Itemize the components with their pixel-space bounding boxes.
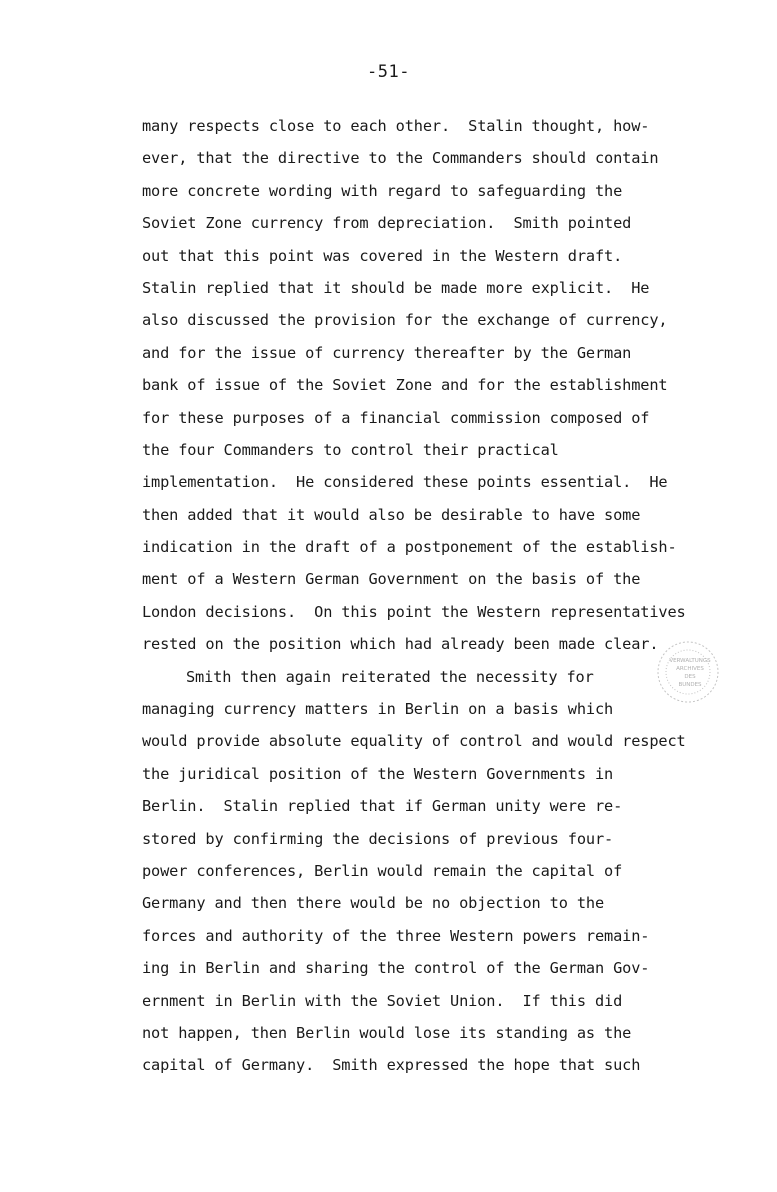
stamp-line: DES	[684, 674, 696, 680]
text-line: many respects close to each other. Stalin thought, how-	[142, 117, 650, 135]
text-line: ernment in Berlin with the Soviet Union. If this did	[142, 991, 623, 1010]
text-line: out that this point was covered in the Western draft.	[142, 246, 623, 265]
stamp-line: BUNDES	[678, 682, 702, 688]
text-line: would provide absolute equality of control and would respect	[142, 732, 686, 751]
stamp-line: ARCHIVES	[676, 666, 704, 672]
text-line: ment of a Western German Government on the basis of the	[142, 570, 641, 589]
text-line: Stalin replied that it should be made more explicit. He	[142, 278, 650, 297]
text-line: for these purposes of a financial commission composed of	[142, 408, 650, 427]
text-line: Germany and then there would be no objection to the	[142, 894, 605, 913]
text-line: also discussed the provision for the exchange of currency,	[142, 311, 668, 330]
text-line: managing currency matters in Berlin on a basis which	[142, 700, 614, 719]
text-line: Berlin. Stalin replied that if German unity were re-	[142, 797, 623, 816]
text-line: and for the issue of currency thereafter by the German	[142, 343, 632, 362]
body-text	[142, 110, 762, 1082]
text-line: London decisions. On this point the Western representatives	[142, 602, 686, 621]
stamp-outer-ring	[658, 642, 718, 702]
archive-stamp	[650, 632, 720, 712]
text-line: implementation. He considered these points essential. He	[142, 473, 668, 492]
stamp-line: VERWALTUNGS	[669, 658, 711, 664]
text-line: ing in Berlin and sharing the control of the German Gov-	[142, 959, 650, 978]
text-line: capital of Germany. Smith expressed the hope that such	[142, 1056, 641, 1075]
text-line: indication in the draft of a postponement of the establish-	[142, 538, 677, 557]
text-line: Smith then again reiterated the necessity for	[186, 667, 594, 686]
text-line: then added that it would also be desirable to have some	[142, 505, 641, 524]
text-line: the four Commanders to control their practical	[142, 440, 559, 459]
text-line: power conferences, Berlin would remain the capital of	[142, 861, 623, 880]
text-line: rested on the position which had already been made clear.	[142, 635, 659, 654]
text-line: the juridical position of the Western Governments in	[142, 764, 614, 783]
text-line: more concrete wording with regard to safeguarding the	[142, 181, 623, 200]
text-line: forces and authority of the three Western powers remain-	[142, 926, 650, 945]
page-number: -51-	[367, 62, 410, 82]
text-line: bank of issue of the Soviet Zone and for the establishment	[142, 376, 668, 395]
text-line: stored by confirming the decisions of previous four-	[142, 829, 614, 848]
text-line: Soviet Zone currency from depreciation. Smith pointed	[142, 214, 632, 233]
text-line: ever, that the directive to the Commanders should contain	[142, 149, 659, 168]
text-line: not happen, then Berlin would lose its standing as the	[142, 1023, 632, 1042]
